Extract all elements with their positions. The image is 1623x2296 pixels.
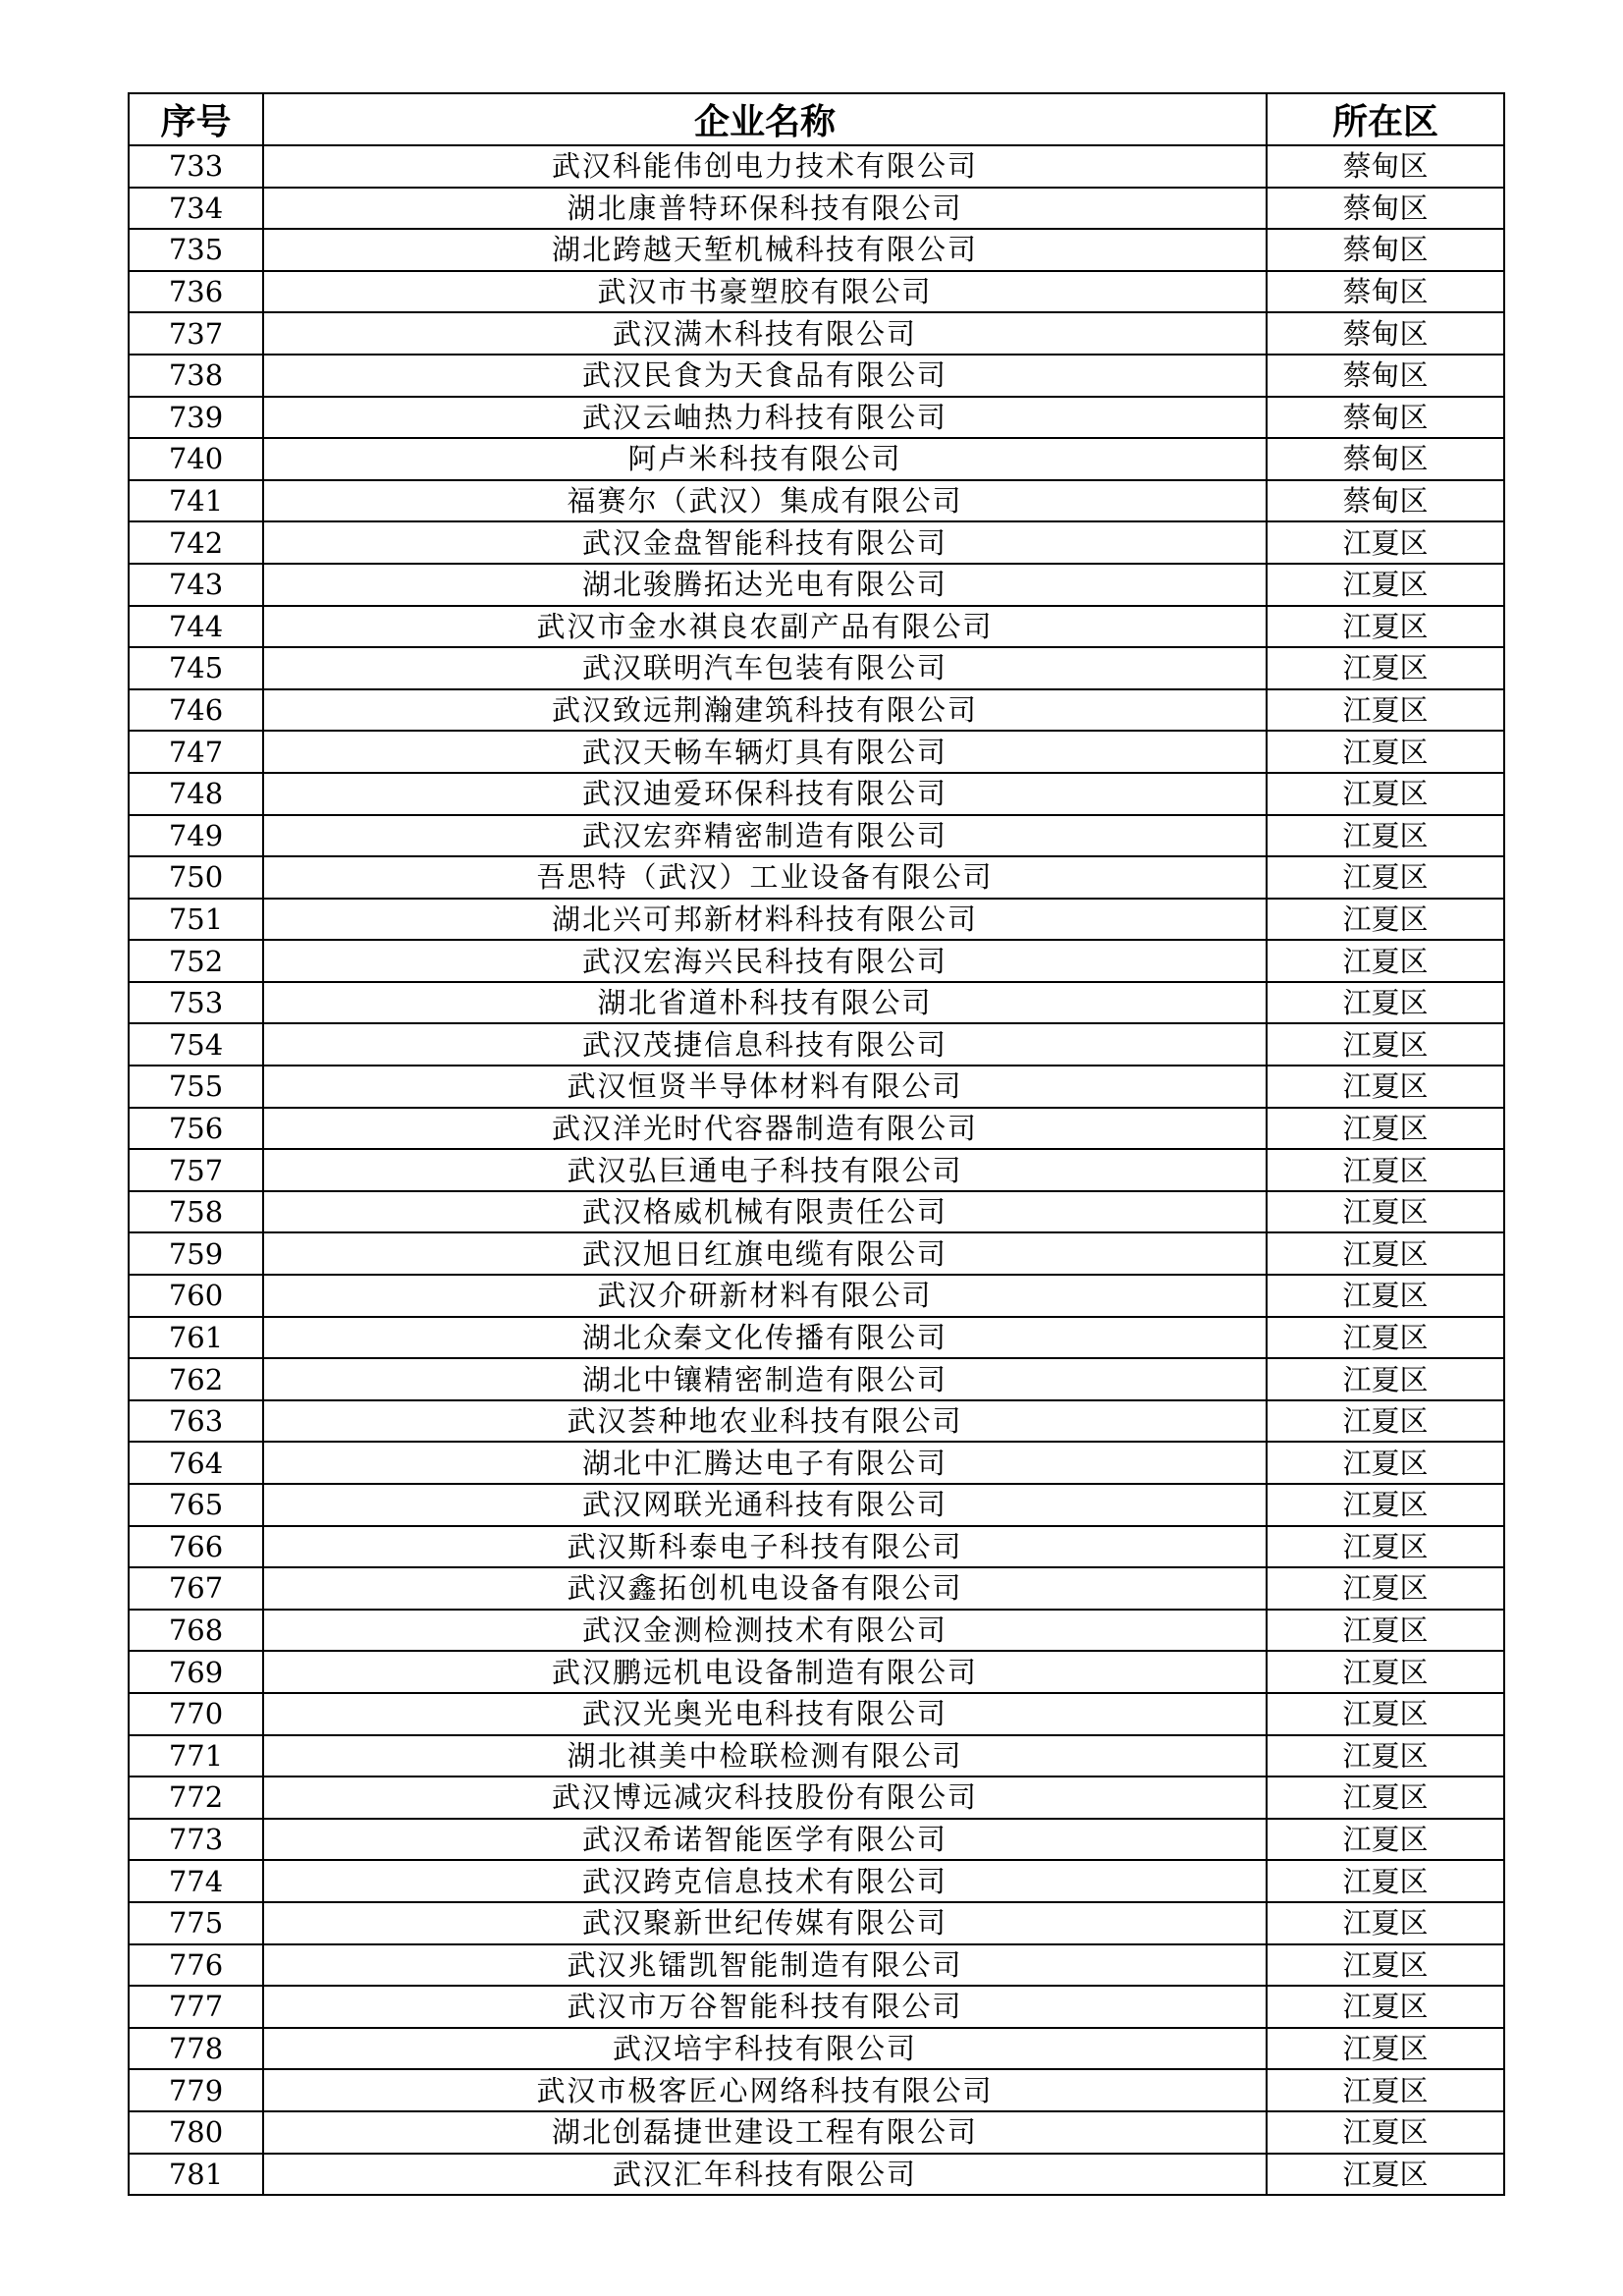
table-row	[129, 1526, 1504, 1568]
cell-company-name: 武汉斯科泰电子科技有限公司	[263, 1526, 1267, 1568]
cell-company-name: 武汉市万谷智能科技有限公司	[263, 1986, 1267, 2028]
cell-company-name: 武汉致远荆瀚建筑科技有限公司	[263, 689, 1267, 732]
cell-company-name: 湖北跨越天堑机械科技有限公司	[263, 229, 1267, 271]
cell-district: 江夏区	[1267, 1400, 1504, 1443]
table-row	[129, 1232, 1504, 1275]
table-row	[129, 145, 1504, 188]
cell-serial-number: 751	[129, 899, 263, 941]
cell-serial-number: 754	[129, 1023, 263, 1066]
table-row	[129, 1400, 1504, 1443]
cell-district: 蔡甸区	[1267, 438, 1504, 480]
table-row	[129, 731, 1504, 773]
table-row	[129, 1902, 1504, 1944]
cell-district: 江夏区	[1267, 1275, 1504, 1317]
table-row	[129, 1149, 1504, 1191]
cell-company-name: 湖北祺美中检联检测有限公司	[263, 1735, 1267, 1777]
cell-serial-number: 737	[129, 312, 263, 355]
table-row	[129, 1986, 1504, 2028]
cell-district: 江夏区	[1267, 1651, 1504, 1693]
cell-district: 江夏区	[1267, 1610, 1504, 1652]
table-row	[129, 647, 1504, 689]
cell-serial-number: 738	[129, 355, 263, 397]
cell-district: 江夏区	[1267, 1191, 1504, 1233]
cell-company-name: 武汉鹏远机电设备制造有限公司	[263, 1651, 1267, 1693]
table-row	[129, 1944, 1504, 1987]
cell-serial-number: 750	[129, 856, 263, 899]
table-row	[129, 899, 1504, 941]
table-row	[129, 564, 1504, 606]
cell-district: 蔡甸区	[1267, 188, 1504, 230]
cell-district: 蔡甸区	[1267, 229, 1504, 271]
cell-company-name: 湖北骏腾拓达光电有限公司	[263, 564, 1267, 606]
cell-district: 江夏区	[1267, 1358, 1504, 1400]
cell-company-name: 武汉恒贤半导体材料有限公司	[263, 1066, 1267, 1108]
cell-serial-number: 759	[129, 1232, 263, 1275]
cell-district: 江夏区	[1267, 2154, 1504, 2196]
cell-company-name: 武汉网联光通科技有限公司	[263, 1484, 1267, 1526]
cell-company-name: 武汉培宇科技有限公司	[263, 2028, 1267, 2070]
cell-company-name: 湖北创磊捷世建设工程有限公司	[263, 2111, 1267, 2154]
cell-company-name: 武汉博远减灾科技股份有限公司	[263, 1777, 1267, 1819]
cell-serial-number: 740	[129, 438, 263, 480]
cell-serial-number: 734	[129, 188, 263, 230]
cell-serial-number: 748	[129, 773, 263, 815]
table-row	[129, 1442, 1504, 1484]
table-row	[129, 438, 1504, 480]
table-row	[129, 982, 1504, 1024]
cell-company-name: 阿卢米科技有限公司	[263, 438, 1267, 480]
cell-company-name: 武汉市书豪塑胶有限公司	[263, 271, 1267, 313]
cell-company-name: 武汉弘巨通电子科技有限公司	[263, 1149, 1267, 1191]
cell-company-name: 武汉云岫热力科技有限公司	[263, 397, 1267, 439]
cell-serial-number: 774	[129, 1860, 263, 1902]
cell-serial-number: 779	[129, 2069, 263, 2111]
cell-district: 江夏区	[1267, 647, 1504, 689]
table-header	[129, 93, 1504, 145]
cell-company-name: 吾思特（武汉）工业设备有限公司	[263, 856, 1267, 899]
cell-district: 江夏区	[1267, 856, 1504, 899]
cell-serial-number: 743	[129, 564, 263, 606]
cell-serial-number: 771	[129, 1735, 263, 1777]
cell-serial-number: 763	[129, 1400, 263, 1443]
table-row	[129, 1735, 1504, 1777]
cell-district: 江夏区	[1267, 1777, 1504, 1819]
cell-company-name: 武汉迪爱环保科技有限公司	[263, 773, 1267, 815]
cell-district: 江夏区	[1267, 1442, 1504, 1484]
cell-serial-number: 739	[129, 397, 263, 439]
cell-company-name: 武汉旭日红旗电缆有限公司	[263, 1232, 1267, 1275]
table-body	[129, 145, 1504, 2195]
cell-company-name: 武汉洋光时代容器制造有限公司	[263, 1108, 1267, 1150]
table-row	[129, 815, 1504, 857]
cell-serial-number: 773	[129, 1819, 263, 1861]
cell-company-name: 武汉希诺智能医学有限公司	[263, 1819, 1267, 1861]
table-row	[129, 1777, 1504, 1819]
cell-district: 江夏区	[1267, 689, 1504, 732]
cell-district: 江夏区	[1267, 731, 1504, 773]
cell-company-name: 武汉跨克信息技术有限公司	[263, 1860, 1267, 1902]
cell-company-name: 武汉兆镭凯智能制造有限公司	[263, 1944, 1267, 1987]
cell-company-name: 武汉格威机械有限责任公司	[263, 1191, 1267, 1233]
cell-serial-number: 733	[129, 145, 263, 188]
cell-serial-number: 772	[129, 1777, 263, 1819]
cell-serial-number: 781	[129, 2154, 263, 2196]
table-row	[129, 2028, 1504, 2070]
cell-serial-number: 764	[129, 1442, 263, 1484]
table-row	[129, 2154, 1504, 2196]
cell-company-name: 武汉满木科技有限公司	[263, 312, 1267, 355]
table-row	[129, 1358, 1504, 1400]
cell-serial-number: 757	[129, 1149, 263, 1191]
cell-district: 江夏区	[1267, 521, 1504, 564]
table-row	[129, 521, 1504, 564]
cell-district: 蔡甸区	[1267, 271, 1504, 313]
table-row	[129, 1610, 1504, 1652]
cell-district: 江夏区	[1267, 2028, 1504, 2070]
cell-serial-number: 770	[129, 1693, 263, 1735]
cell-serial-number: 742	[129, 521, 263, 564]
cell-serial-number: 767	[129, 1567, 263, 1610]
cell-company-name: 武汉宏弈精密制造有限公司	[263, 815, 1267, 857]
cell-serial-number: 776	[129, 1944, 263, 1987]
cell-district: 江夏区	[1267, 1317, 1504, 1359]
cell-serial-number: 775	[129, 1902, 263, 1944]
cell-company-name: 湖北省道朴科技有限公司	[263, 982, 1267, 1024]
cell-district: 江夏区	[1267, 1066, 1504, 1108]
header-serial-number: 序号	[129, 93, 263, 145]
cell-serial-number: 747	[129, 731, 263, 773]
cell-company-name: 湖北中汇腾达电子有限公司	[263, 1442, 1267, 1484]
cell-district: 江夏区	[1267, 1986, 1504, 2028]
cell-district: 江夏区	[1267, 1232, 1504, 1275]
cell-serial-number: 768	[129, 1610, 263, 1652]
cell-company-name: 湖北兴可邦新材料科技有限公司	[263, 899, 1267, 941]
cell-district: 江夏区	[1267, 564, 1504, 606]
cell-district: 江夏区	[1267, 815, 1504, 857]
cell-serial-number: 753	[129, 982, 263, 1024]
table-row	[129, 1108, 1504, 1150]
cell-serial-number: 756	[129, 1108, 263, 1150]
cell-serial-number: 744	[129, 606, 263, 648]
table-row	[129, 229, 1504, 271]
table-row	[129, 1275, 1504, 1317]
table-row	[129, 1317, 1504, 1359]
cell-company-name: 武汉光奥光电科技有限公司	[263, 1693, 1267, 1735]
cell-serial-number: 752	[129, 940, 263, 982]
cell-district: 江夏区	[1267, 1526, 1504, 1568]
cell-company-name: 武汉金盘智能科技有限公司	[263, 521, 1267, 564]
table-row	[129, 606, 1504, 648]
header-district: 所在区	[1267, 93, 1504, 145]
company-list-table	[128, 92, 1505, 2196]
table-row	[129, 2111, 1504, 2154]
table-row	[129, 397, 1504, 439]
cell-district: 江夏区	[1267, 1108, 1504, 1150]
cell-serial-number: 741	[129, 480, 263, 522]
cell-company-name: 武汉天畅车辆灯具有限公司	[263, 731, 1267, 773]
cell-district: 江夏区	[1267, 1023, 1504, 1066]
cell-district: 蔡甸区	[1267, 397, 1504, 439]
cell-company-name: 武汉市金水祺良农副产品有限公司	[263, 606, 1267, 648]
cell-district: 江夏区	[1267, 2069, 1504, 2111]
header-company-name: 企业名称	[263, 93, 1267, 145]
cell-company-name: 福赛尔（武汉）集成有限公司	[263, 480, 1267, 522]
cell-serial-number: 735	[129, 229, 263, 271]
cell-serial-number: 778	[129, 2028, 263, 2070]
table-row	[129, 480, 1504, 522]
cell-company-name: 湖北康普特环保科技有限公司	[263, 188, 1267, 230]
table-row	[129, 1023, 1504, 1066]
cell-serial-number: 749	[129, 815, 263, 857]
cell-serial-number: 760	[129, 1275, 263, 1317]
cell-district: 江夏区	[1267, 1567, 1504, 1610]
cell-serial-number: 765	[129, 1484, 263, 1526]
cell-district: 江夏区	[1267, 773, 1504, 815]
cell-company-name: 武汉聚新世纪传媒有限公司	[263, 1902, 1267, 1944]
cell-district: 蔡甸区	[1267, 480, 1504, 522]
cell-serial-number: 762	[129, 1358, 263, 1400]
table-row	[129, 773, 1504, 815]
cell-district: 江夏区	[1267, 1735, 1504, 1777]
table-row	[129, 689, 1504, 732]
cell-company-name: 湖北中镶精密制造有限公司	[263, 1358, 1267, 1400]
cell-serial-number: 758	[129, 1191, 263, 1233]
table-row	[129, 856, 1504, 899]
cell-company-name: 武汉科能伟创电力技术有限公司	[263, 145, 1267, 188]
table-row	[129, 1191, 1504, 1233]
cell-company-name: 武汉民食为天食品有限公司	[263, 355, 1267, 397]
cell-district: 江夏区	[1267, 1944, 1504, 1987]
cell-serial-number: 736	[129, 271, 263, 313]
cell-district: 江夏区	[1267, 1149, 1504, 1191]
table-row	[129, 312, 1504, 355]
table-row	[129, 188, 1504, 230]
cell-company-name: 武汉汇年科技有限公司	[263, 2154, 1267, 2196]
cell-district: 蔡甸区	[1267, 312, 1504, 355]
cell-company-name: 武汉市极客匠心网络科技有限公司	[263, 2069, 1267, 2111]
table-row	[129, 1693, 1504, 1735]
cell-district: 江夏区	[1267, 940, 1504, 982]
cell-district: 江夏区	[1267, 1693, 1504, 1735]
table-row	[129, 1819, 1504, 1861]
table-row	[129, 1567, 1504, 1610]
table-row	[129, 940, 1504, 982]
cell-company-name: 武汉荟种地农业科技有限公司	[263, 1400, 1267, 1443]
cell-district: 江夏区	[1267, 1819, 1504, 1861]
cell-district: 江夏区	[1267, 606, 1504, 648]
cell-company-name: 湖北众秦文化传播有限公司	[263, 1317, 1267, 1359]
cell-district: 江夏区	[1267, 1902, 1504, 1944]
cell-district: 江夏区	[1267, 1484, 1504, 1526]
cell-serial-number: 769	[129, 1651, 263, 1693]
cell-company-name: 武汉宏海兴民科技有限公司	[263, 940, 1267, 982]
table-row	[129, 1651, 1504, 1693]
cell-district: 江夏区	[1267, 982, 1504, 1024]
cell-district: 江夏区	[1267, 2111, 1504, 2154]
table-row	[129, 355, 1504, 397]
table-row	[129, 2069, 1504, 2111]
cell-serial-number: 766	[129, 1526, 263, 1568]
cell-district: 蔡甸区	[1267, 355, 1504, 397]
cell-serial-number: 746	[129, 689, 263, 732]
cell-company-name: 武汉鑫拓创机电设备有限公司	[263, 1567, 1267, 1610]
cell-serial-number: 780	[129, 2111, 263, 2154]
header-row	[129, 93, 1504, 145]
cell-serial-number: 761	[129, 1317, 263, 1359]
cell-company-name: 武汉介研新材料有限公司	[263, 1275, 1267, 1317]
cell-company-name: 武汉茂捷信息科技有限公司	[263, 1023, 1267, 1066]
table-row	[129, 1484, 1504, 1526]
table-row	[129, 1066, 1504, 1108]
cell-district: 江夏区	[1267, 1860, 1504, 1902]
cell-serial-number: 745	[129, 647, 263, 689]
table-row	[129, 1860, 1504, 1902]
cell-company-name: 武汉金测检测技术有限公司	[263, 1610, 1267, 1652]
cell-serial-number: 777	[129, 1986, 263, 2028]
table-row	[129, 271, 1504, 313]
cell-company-name: 武汉联明汽车包装有限公司	[263, 647, 1267, 689]
cell-district: 蔡甸区	[1267, 145, 1504, 188]
cell-serial-number: 755	[129, 1066, 263, 1108]
cell-district: 江夏区	[1267, 899, 1504, 941]
